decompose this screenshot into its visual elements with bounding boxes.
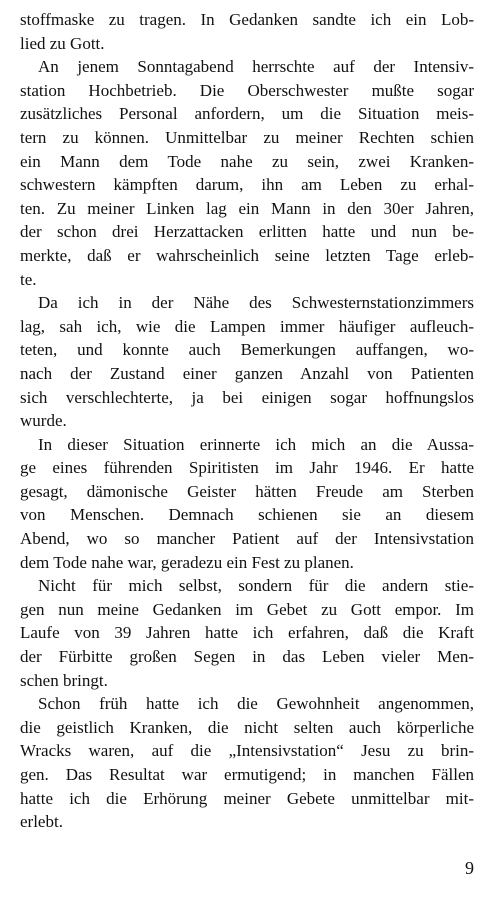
text-line: gen. Das Resultat war ermutigend; in manchen Fällen xyxy=(20,765,474,784)
page-number: 9 xyxy=(465,858,474,878)
text-line: te. xyxy=(20,269,37,289)
text-line: schen bringt. xyxy=(20,670,108,690)
text-line: stoffmaske zu tragen. In Gedanken sandte ich ein Lob- xyxy=(20,10,474,29)
text-line: ein Mann dem Tode nahe zu sein, zwei Kranken- xyxy=(20,151,474,171)
paragraph xyxy=(20,433,474,575)
text-line: hatte ich die Erhörung meiner Gebete unmittelbar mit- xyxy=(20,788,474,808)
text-line: Nicht für mich selbst, sondern für die andern stie- xyxy=(38,576,474,596)
text-line: An jenem Sonntagabend herrschte auf der Intensiv- xyxy=(38,57,474,77)
text-line: der Fürbitte großen Segen in das Leben vieler Men- xyxy=(20,647,474,667)
text-line: ten. Zu meiner Linken lag ein Mann in den 30er Jahren, xyxy=(20,198,474,218)
text-line: schwestern kämpften darum, ihn am Leben zu erhal- xyxy=(20,175,474,195)
text-line: tern zu können. Unmittelbar zu meiner Rechten schien xyxy=(20,127,474,147)
paragraph xyxy=(20,574,474,692)
paragraph xyxy=(20,55,474,291)
text-line: erlebt. xyxy=(20,812,63,832)
text-line: Schon früh hatte ich die Gewohnheit angenommen, xyxy=(38,694,474,714)
text-line: der schon drei Herzattacken erlitten hatte und nun be- xyxy=(20,222,474,242)
text-line: von Menschen. Demnach schienen sie an diesem xyxy=(20,505,474,525)
text-line: nach der Zustand einer ganzen Anzahl von Patienten xyxy=(20,363,474,383)
text-line: merkte, daß er wahrscheinlich seine letzten Tage erleb- xyxy=(20,245,474,265)
text-line: dem Tode nahe war, geradezu ein Fest zu planen. xyxy=(20,552,354,572)
text-line: zusätzliches Personal anfordern, um die Situation meis- xyxy=(20,104,474,124)
text-line: In dieser Situation erinnerte ich mich an die Aussa- xyxy=(38,434,474,454)
body-text xyxy=(20,8,474,834)
text-line: sich verschlechterte, ja bei einigen sogar hoffnungslos xyxy=(20,387,474,407)
text-line: teten, und konnte auch Bemerkungen auffangen, wo- xyxy=(20,340,474,360)
text-line: gesagt, dämonische Geister hätten Freude am Sterben xyxy=(20,481,474,501)
text-line: lied zu Gott. xyxy=(20,33,105,53)
text-line: ge eines führenden Spiritisten im Jahr 1946. Er hatte xyxy=(20,458,474,478)
text-line: gen nun meine Gedanken im Gebet zu Gott empor. Im xyxy=(20,599,474,619)
text-line: Laufe von 39 Jahren hatte ich erfahren, daß die Kraft xyxy=(20,623,474,643)
text-line: die geistlich Kranken, die nicht selten auch körperliche xyxy=(20,717,474,737)
text-line: wurde. xyxy=(20,411,67,431)
text-line: Da ich in der Nähe des Schwesternstationzimmers xyxy=(38,293,474,313)
text-line: Wracks waren, auf die „Intensivstation“ Jesu zu brin- xyxy=(20,741,474,761)
text-line: Abend, wo so mancher Patient auf der Intensivstation xyxy=(20,529,474,549)
paragraph xyxy=(20,291,474,433)
paragraph xyxy=(20,8,474,55)
text-line: lag, sah ich, wie die Lampen immer häufiger aufleuch- xyxy=(20,316,474,336)
paragraph xyxy=(20,692,474,834)
text-line: station Hochbetrieb. Die Oberschwester mußte sogar xyxy=(20,80,474,100)
